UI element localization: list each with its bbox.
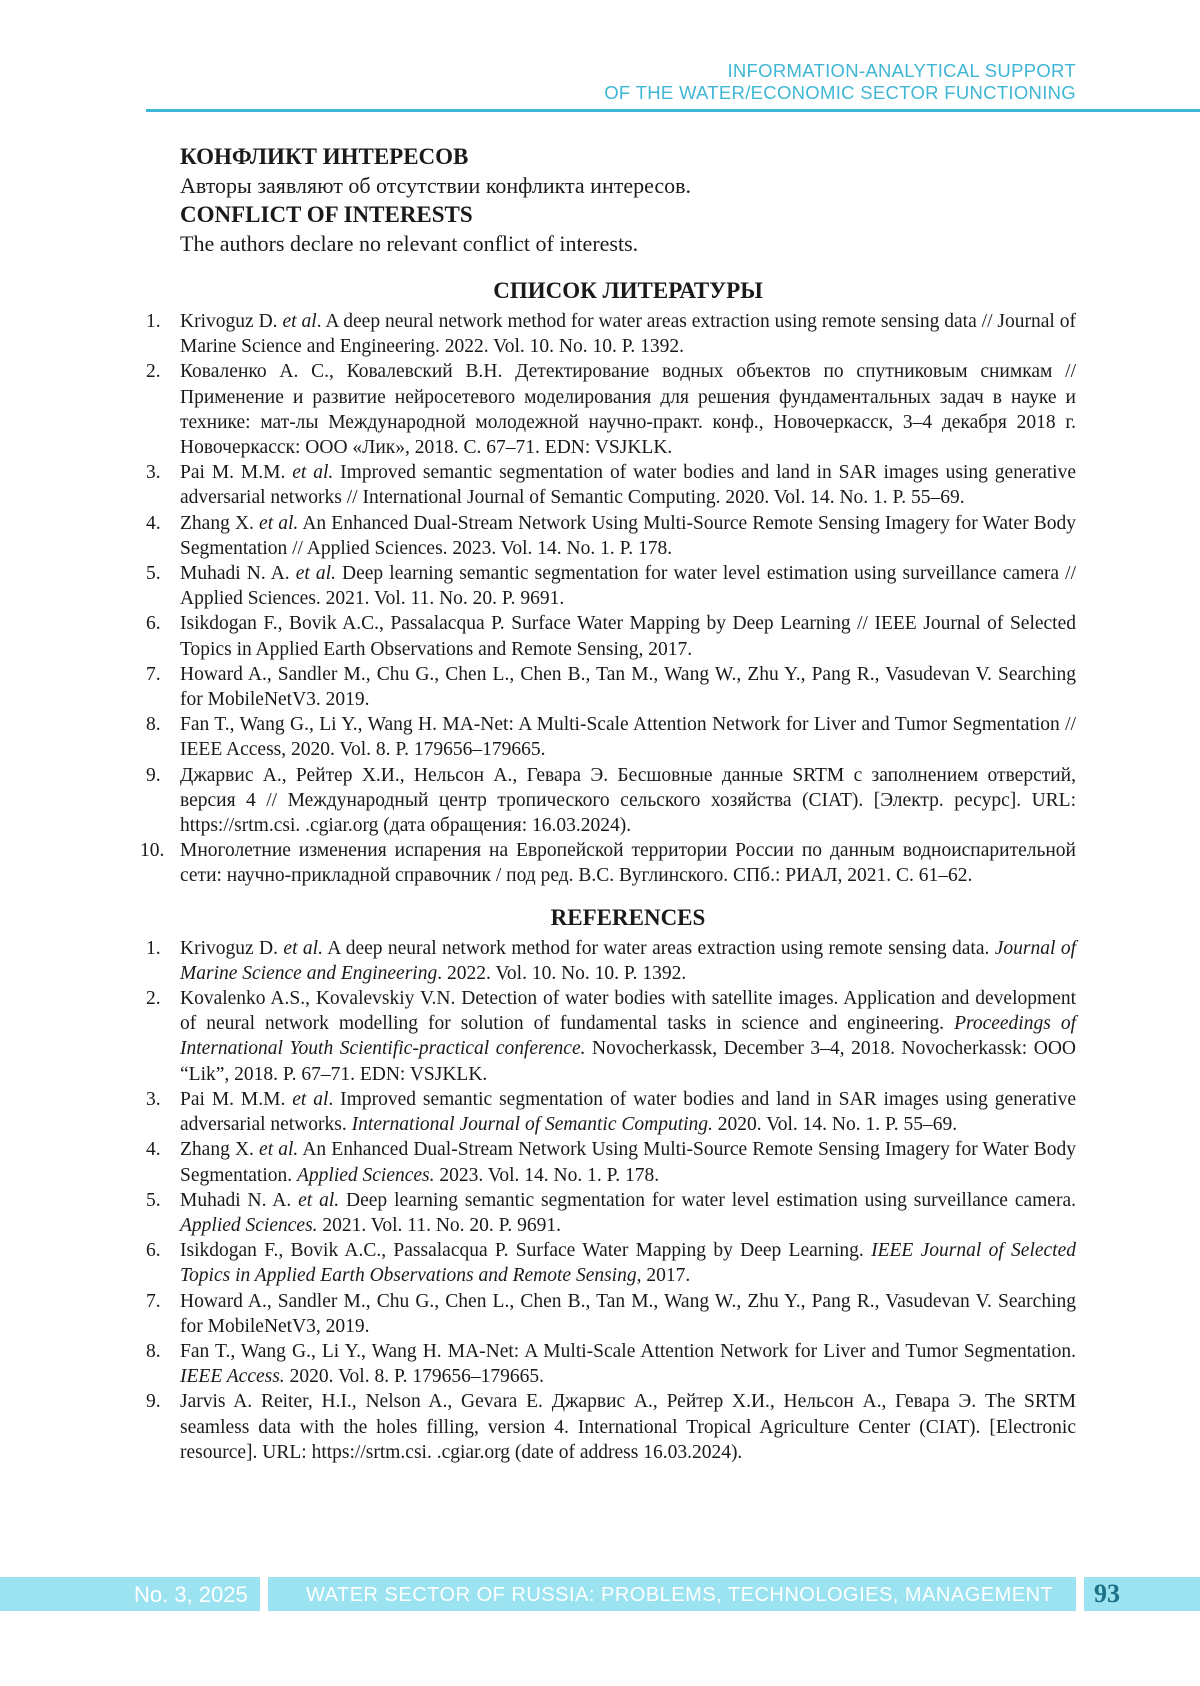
- conflict-title-ru: КОНФЛИКТ ИНТЕРЕСОВ: [180, 144, 469, 169]
- en-reference-item: 4. Zhang X. et al. An Enhanced Dual-Stream Network Using Multi-Source Remote Sensing Imagery for Water Body Segmentation. Applied Sciences. 2023. Vol. 14. No. 1. P. 178.: [146, 1139, 1076, 1186]
- en-reference-item: 2. Kovalenko A.S., Kovalevskiy V.N. Detection of water bodies with satellite images. Application and development of neural network modelling for solution of fundamental tasks in science and engineering. Proceedings of International Youth Scientific-practical conference. Novocherkassk, December 3–4, 2018. Novocherkassk: OOO “Lik”, 2018. P. 67–71. EDN: VSJKLK.: [146, 988, 1077, 1085]
- en-reference-item: 7. Howard A., Sandler M., Chu G., Chen L., Chen B., Tan M., Wang W., Zhu Y., Pang R., Vasudevan V. Searching for MobileNetV3, 2019.: [146, 1290, 1076, 1337]
- footer-issue: No. 3, 2025: [134, 1582, 248, 1607]
- page-footer: [0, 1577, 1200, 1611]
- running-header-line-1: INFORMATION-ANALYTICAL SUPPORT: [727, 60, 1076, 81]
- ru-reference-item: 2. Коваленко А. С., Ковалевский В.Н. Детектирование водных объектов по спутниковым снимкам // Применение и развитие нейросетевого моделирования для решения фундаментальных задач в науке и технике: мат-лы Международной молодежной научно-практ. конф., Новочеркасск, 3–4 декабря 2018 г. Новочеркасск: ООО «Лик», 2018. С. 67–71. EDN: VSJKLK.: [146, 361, 1076, 459]
- ru-reference-item: 3. Pai M. M.M. et al. Improved semantic segmentation of water bodies and land in SAR images using generative adversarial networks // International Journal of Semantic Computing. 2020. Vol. 14. No. 1. P. 55–69.: [146, 462, 1076, 509]
- en-reference-item: 5. Muhadi N. A. et al. Deep learning semantic segmentation for water level estimation using surveillance camera. Applied Sciences. 2021. Vol. 11. No. 20. P. 9691.: [146, 1189, 1076, 1236]
- en-references-title: REFERENCES: [550, 904, 706, 930]
- ru-reference-item: 1. Krivoguz D. et al. A deep neural network method for water areas extraction using remote sensing data // Journal of Marine Science and Engineering. 2022. Vol. 10. No. 10. P. 1392.: [146, 311, 1076, 358]
- ru-reference-item: 6. Isikdogan F., Bovik A.C., Passalacqua P. Surface Water Mapping by Deep Learning // IEEE Journal of Selected Topics in Applied Earth Observations and Remote Sensing, 2017.: [146, 613, 1076, 660]
- conflict-title-en: CONFLICT OF INTERESTS: [180, 202, 473, 227]
- en-reference-item: 8. Fan T., Wang G., Li Y., Wang H. MA-Net: A Multi-Scale Attention Network for Liver and Tumor Segmentation. IEEE Access. 2020. Vol. 8. P. 179656–179665.: [146, 1340, 1076, 1388]
- en-reference-item: 3. Pai M. M.M. et al. Improved semantic segmentation of water bodies and land in SAR images using generative adversarial networks. International Journal of Semantic Computing. 2020. Vol. 14. No. 1. P. 55–69.: [146, 1088, 1076, 1136]
- footer-journal-title: WATER SECTOR OF RUSSIA: PROBLEMS, TECHNOLOGIES, MANAGEMENT: [306, 1584, 1054, 1606]
- ru-reference-item: 10. Многолетние изменения испарения на Европейской территории России по данным водноиспарительной сети: научно-прикладной справочник / под ред. В.С. Вуглинского. СПб.: РИАЛ, 2021. С. 61–62.: [140, 840, 1076, 887]
- ru-reference-list: [140, 309, 1076, 889]
- page-content: [140, 142, 1077, 1465]
- ru-reference-item: 4. Zhang X. et al. An Enhanced Dual-Stream Network Using Multi-Source Remote Sensing Imagery for Water Body Segmentation // Applied Sciences. 2023. Vol. 14. No. 1. P. 178.: [146, 512, 1076, 559]
- running-header: [604, 60, 1076, 104]
- page-number: 93: [1094, 1579, 1120, 1608]
- ru-reference-item: 8. Fan T., Wang G., Li Y., Wang H. MA-Net: A Multi-Scale Attention Network for Liver and Tumor Segmentation // IEEE Access, 2020. Vol. 8. P. 179656–179665.: [146, 714, 1076, 761]
- running-header-line-2: OF THE WATER/ECONOMIC SECTOR FUNCTIONING: [604, 82, 1076, 103]
- en-reference-item: 9. Jarvis A. Reiter, H.I., Nelson A., Gevara E. Джарвис А., Рейтер Х.И., Нельсон А., Гевара Э. The SRTM seamless data with the holes filling, version 4. International Tropical Agriculture Center (CIAT). [Electronic resource]. URL: https://srtm.csi. .cgiar.org (date of address 16.03.2024).: [146, 1391, 1076, 1463]
- en-reference-item: 6. Isikdogan F., Bovik A.C., Passalacqua P. Surface Water Mapping by Deep Learning. IEEE Journal of Selected Topics in Applied Earth Observations and Remote Sensing, 2017.: [146, 1240, 1076, 1287]
- ru-reference-item: 7. Howard A., Sandler M., Chu G., Chen L., Chen B., Tan M., Wang W., Zhu Y., Pang R., Vasudevan V. Searching for MobileNetV3. 2019.: [146, 663, 1076, 711]
- conflict-text-en: The authors declare no relevant conflict of interests.: [180, 231, 639, 256]
- ru-references-title: СПИСОК ЛИТЕРАТУРЫ: [493, 278, 763, 303]
- en-reference-item: 1. Krivoguz D. et al. A deep neural network method for water areas extraction using remote sensing data. Journal of Marine Science and Engineering. 2022. Vol. 10. No. 10. P. 1392.: [146, 937, 1076, 984]
- ru-reference-item: 9. Джарвис А., Рейтер Х.И., Нельсон А., Гевара Э. Бесшовные данные SRTM с заполнением отверстий, версия 4 // Международный центр тропического сельского хозяйства (CIAT). [Электр. ресурс]. URL: https://srtm.csi. .cgiar.org (дата обращения: 16.03.2024).: [146, 764, 1076, 837]
- conflict-text-ru: Авторы заявляют об отсутствии конфликта интересов.: [180, 173, 692, 198]
- header-rule: [146, 109, 1200, 112]
- ru-reference-item: 5. Muhadi N. A. et al. Deep learning semantic segmentation for water level estimation using surveillance camera // Applied Sciences. 2021. Vol. 11. No. 20. P. 9691.: [146, 563, 1076, 610]
- en-reference-list: [146, 936, 1077, 1465]
